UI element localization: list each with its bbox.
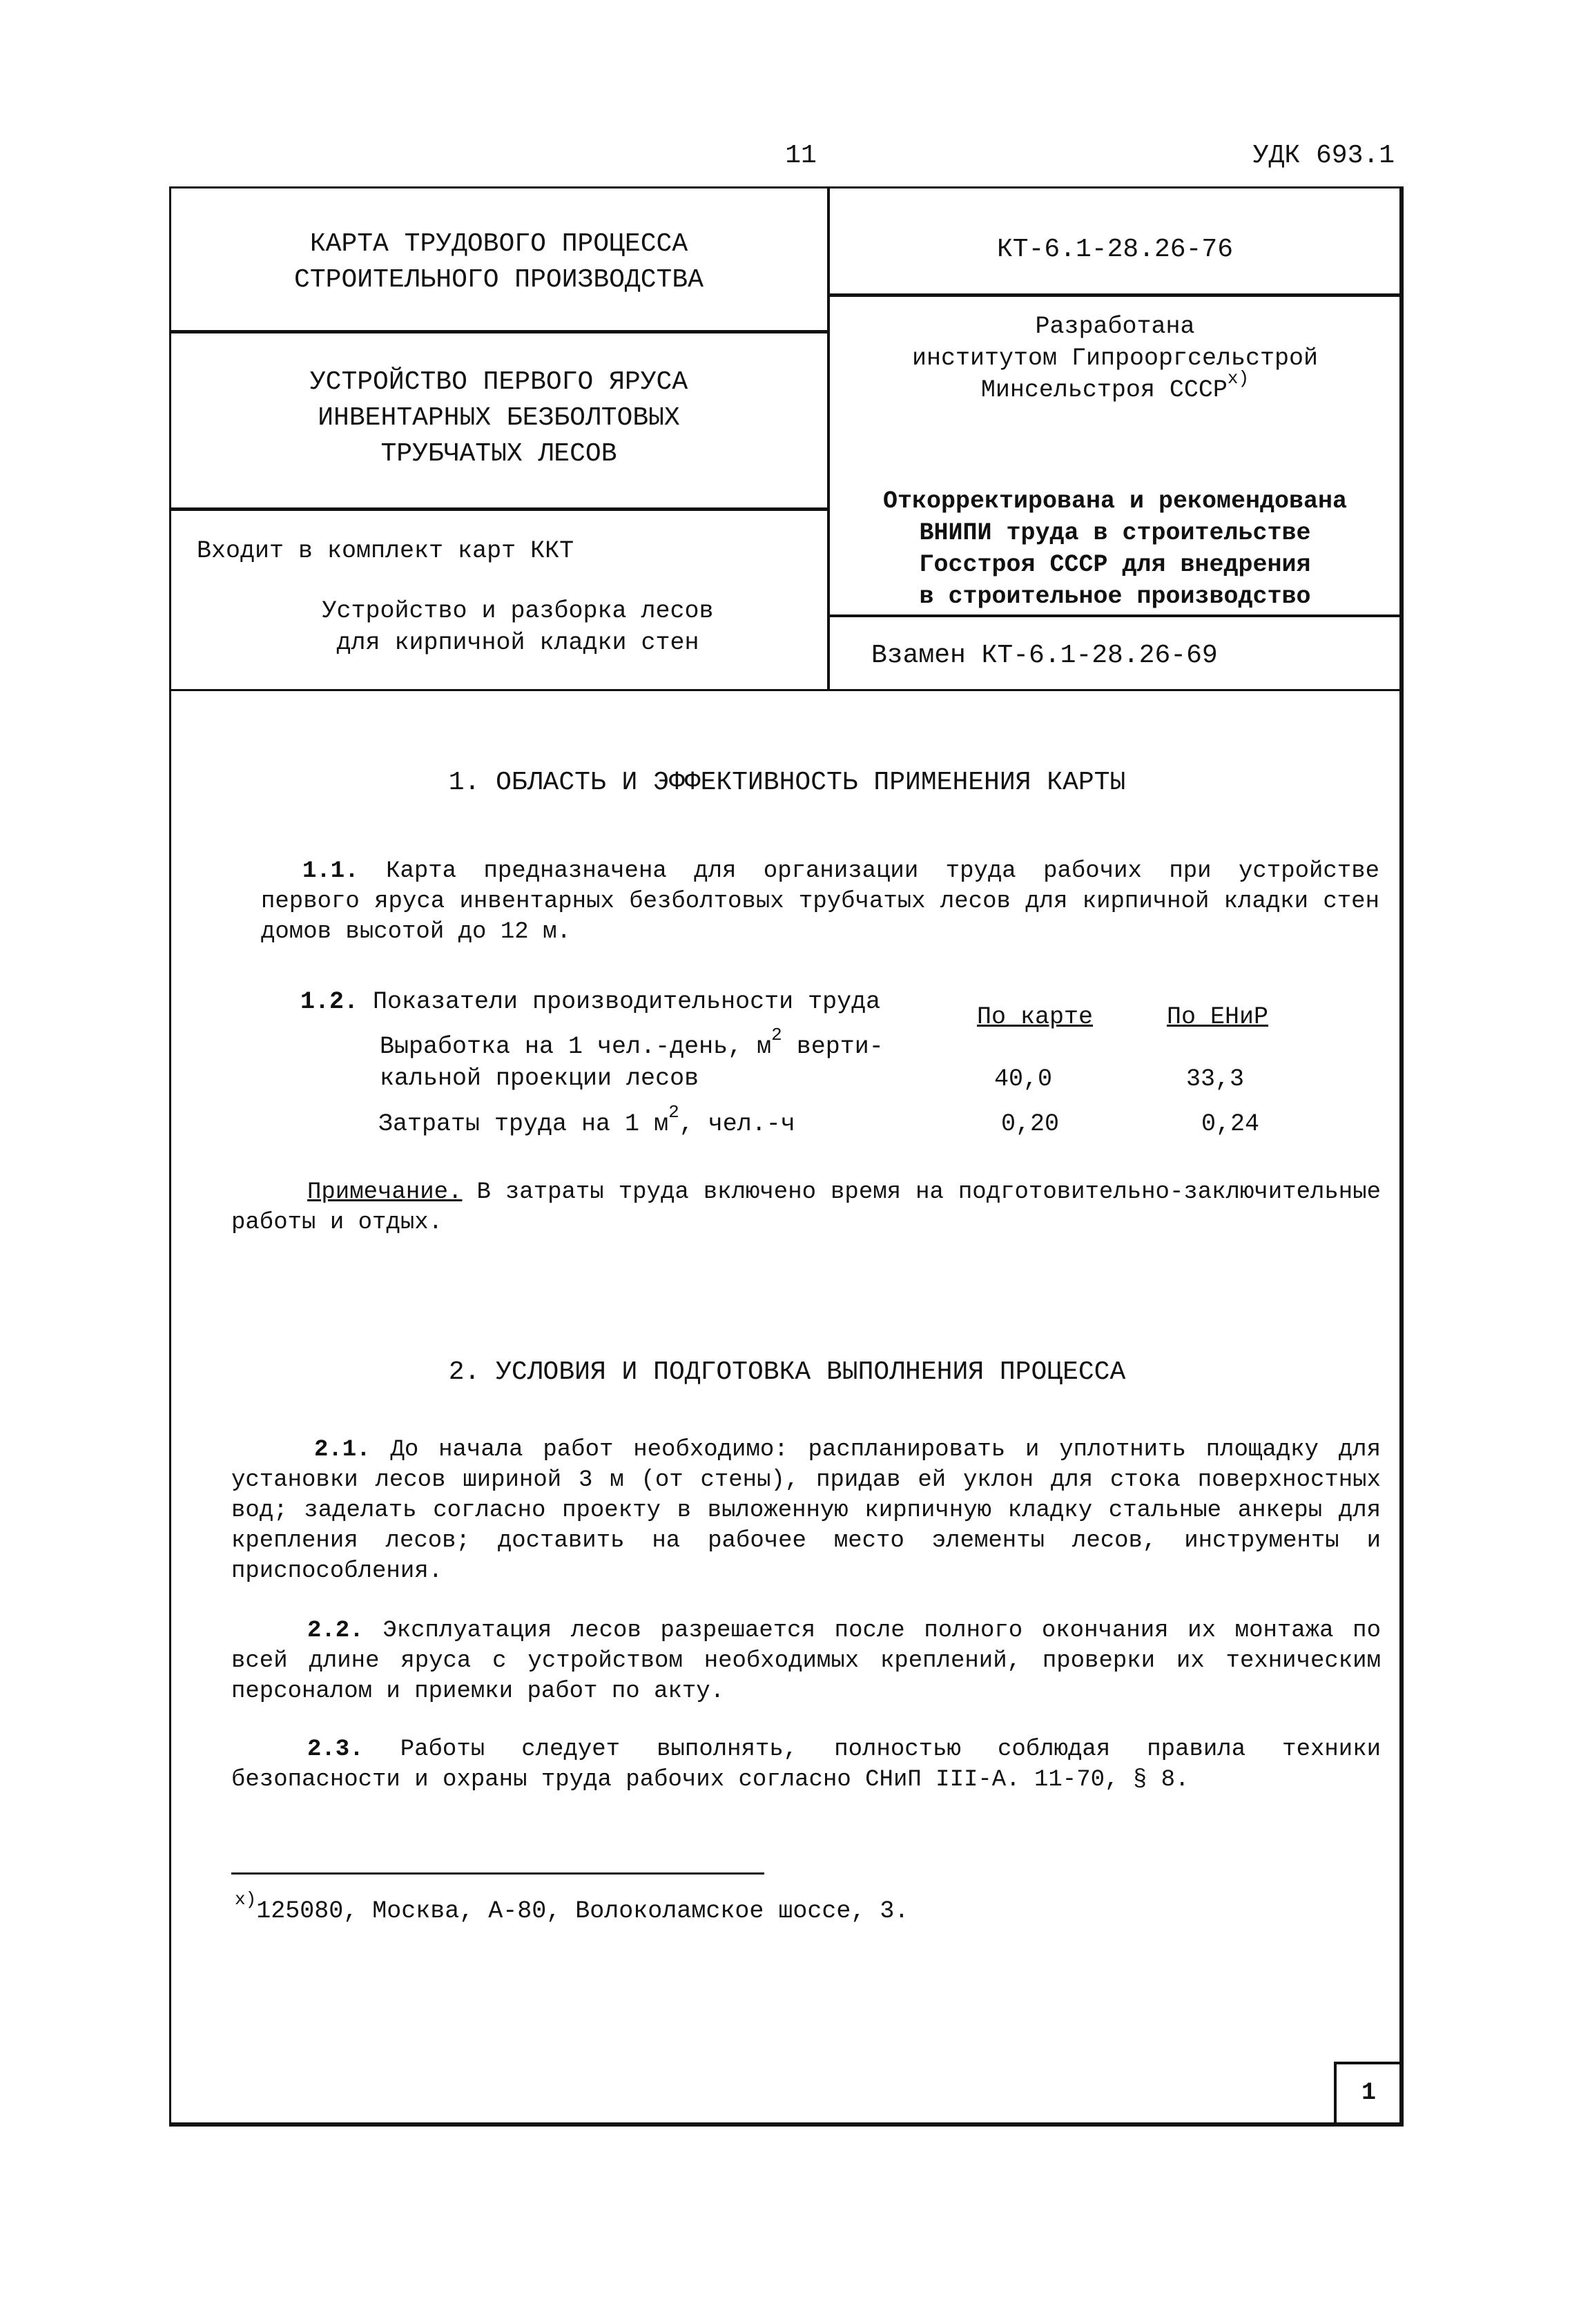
paragraph-2-3-text: Работы следует выполнять, полностью соблюдая правила техники безопасности и охраны труда рабочих согласно СНиП III-А. 11-70, § 8. (231, 1736, 1381, 1793)
title-block-line-left-2 (169, 507, 828, 511)
paragraph-1-1-text: Карта предназначена для организации труда рабочих при устройстве первого яруса инвентарных безболтовых трубчатых лесов для кирпичной кладки стен домов высотой до 12 м. (261, 858, 1380, 945)
paragraph-2-1 (231, 1435, 1381, 1587)
row-output-card-value: 40,0 (994, 1065, 1053, 1093)
card-type-title: КАРТА ТРУДОВОГО ПРОЦЕССА СТРОИТЕЛЬНОГО ПРОИЗВОДСТВА (294, 229, 704, 295)
title-block-line-left-1 (169, 330, 828, 333)
frame-bottom-edge (169, 2122, 1404, 2127)
paragraph-1-2-label: 1.2. Показатели производительности труда (300, 988, 881, 1016)
row-labor-label: Затраты труда на 1 $м^2$, чел.-ч (378, 1102, 795, 1138)
udc-code: УДК 693.1 (1252, 141, 1395, 171)
paragraph-2-2-number: 2.2. (307, 1618, 364, 1644)
paragraph-1-1-number: 1.1. (302, 858, 359, 884)
paragraph-2-3 (231, 1734, 1381, 1795)
row-labor-enir-value: 0,24 (1201, 1110, 1260, 1138)
row-labor-card-value: 0,20 (1001, 1110, 1060, 1138)
developed-by: Разработана институтом Гипрооргсельстрой Минсельстроя $СССР^{х)}$ (911, 313, 1319, 404)
corrected-by: Откорректирована и рекомендована ВНИПИ труда в строительстве Госстроя СССР для внедрения в строительное производство (882, 487, 1348, 610)
title-block-line-right-2 (828, 614, 1404, 617)
footnote-separator (231, 1872, 764, 1875)
page-number: 11 (785, 141, 817, 171)
note (231, 1177, 1381, 1238)
paragraph-1-1 (261, 856, 1379, 947)
column-header-enir: По ЕНиР (1167, 1003, 1269, 1031)
paragraph-2-1-text: До начала работ необходимо: распланировать и уплотнить площадку для установки лесов шириной 3 м (от стены), придав ей уклон для стока поверхностных вод; заделать согласно проекту в выложенную кирпичную кладку стальные анкеры для крепления лесов; доставить на рабочее место элементы лесов, инструменты и приспособления. (231, 1437, 1381, 1585)
footnote (235, 1889, 1201, 1927)
footnote-text: 125080, Москва, А-80, Волоколамское шоссе, 3. (256, 1897, 909, 1925)
work-title: УСТРОЙСТВО ПЕРВОГО ЯРУСА ИНВЕНТАРНЫХ БЕЗБОЛТОВЫХ ТРУБЧАТЫХ ЛЕСОВ (309, 367, 688, 469)
row-output-label: Выработка на 1 чел.-день, $м^2$ верти- кальной проекции лесов (380, 1025, 884, 1092)
paragraph-2-2 (231, 1616, 1381, 1707)
footnote-ref: х) (1227, 368, 1250, 389)
note-text: В затраты труда включено время на подготовительно-заключительные работы и отдых. (231, 1179, 1381, 1236)
column-header-card: По карте (977, 1003, 1094, 1031)
frame-right-edge (1399, 186, 1404, 2127)
paragraph-2-1-number: 2.1. (314, 1437, 371, 1463)
paragraph-2-3-number: 2.3. (307, 1736, 364, 1763)
page-frame (169, 186, 1404, 2127)
note-label: Примечание. (307, 1179, 463, 1205)
title-block-bottom-line (169, 689, 1404, 691)
paragraph-2-2-text: Эксплуатация лесов разрешается после полного окончания их монтажа по всей длине яруса с устройством необходимых креплений, проверки их техническим персоналом и приемки работ по акту. (231, 1618, 1381, 1705)
row-output-enir-value: 33,3 (1186, 1065, 1245, 1093)
footnote-mark: х) (235, 1889, 257, 1910)
sheet-number: 1 (1361, 2079, 1376, 2107)
card-code: КТ-6.1-28.26-76 (996, 235, 1234, 264)
title-block-line-right-1 (828, 293, 1404, 297)
replaces-card: Взамен КТ-6.1-28.26-69 (871, 641, 1218, 670)
kit-label: Входит в комплект карт ККТ (197, 537, 574, 565)
kit-name: Устройство и разборка лесов для кирпичной кладки стен (322, 597, 714, 657)
section2-heading: 2. УСЛОВИЯ И ПОДГОТОВКА ВЫПОЛНЕНИЯ ПРОЦЕССА (448, 1357, 1126, 1387)
section1-heading: 1. ОБЛАСТЬ И ЭФФЕКТИВНОСТЬ ПРИМЕНЕНИЯ КАРТЫ (448, 768, 1126, 797)
